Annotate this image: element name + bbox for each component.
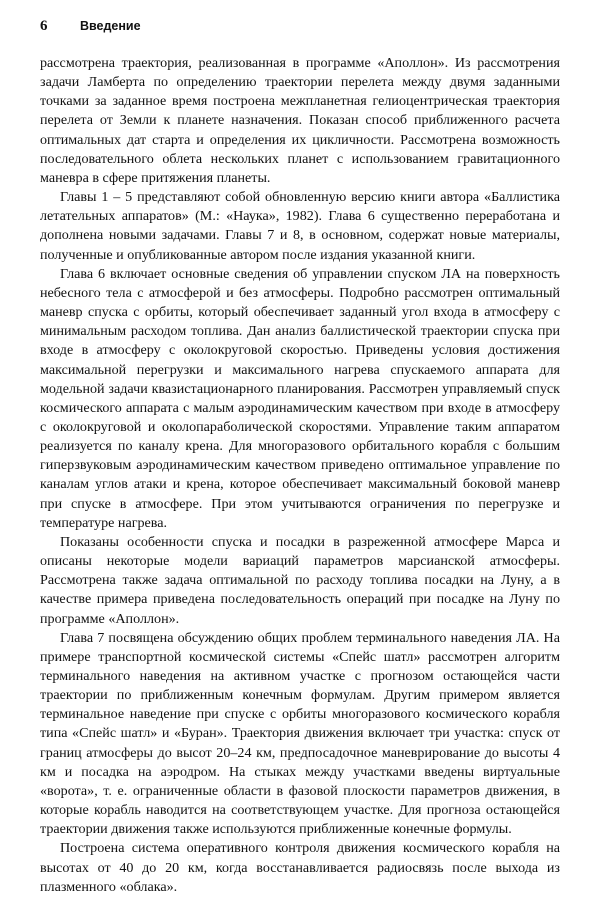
paragraph-chapter-7: Глава 7 посвящена обсуждению общих проблем терминального наведения ЛА. На примере транспортной космической системы «Спейс шатл» рассмотрен алгоритм терминального наведения на активном участке с прогнозом остающейся части траектории по приближенным конечным формулам. Другим примером является терминальное наведение при спуске с орбиты многоразового космического корабля типа «Спейс шатл» и «Буран». Траектория движения включает три участка: спуск от границ атмосферы до высот 20–24 км, предпосадочное маневрирование до высоты 4 км и посадка на аэродром. На стыках между участками введены виртуальные «ворота», т. е. ограниченные области в фазовой плоскости параметров движения, в которые корабль наводится на соответствующем участке. Для прогноза остающейся траектории движения также используются приближенные конечные формулы. xyxy=(40,629,560,838)
page-number: 6 xyxy=(40,18,48,34)
paragraph-chapter-6: Глава 6 включает основные сведения об управлении спуском ЛА на поверхность небесного тела с атмосферой и без атмосферы. Подробно рассмотрен оптимальный маневр спуска с орбиты, который обеспечивает заданный угол входа в атмосферу с минимальным расходом топлива. Дан анализ баллистической траектории спуска при входе в атмосферу с околокруговой скоростью. Приведены условия достижения максимальной перегрузки и максимального нагрева спускаемого аппарата для модельной задачи квазистационарного планирования. Рассмотрен управляемый спуск космического аппарата с малым аэродинамическим качеством при входе в атмосферу с околокруговой и околопараболической скоростями. Управление таким аппаратом реализуется по каналу крена. Для многоразового орбитального корабля с большим гиперзвуковым аэродинамическим качеством приведено оптимальное управление по каналам углов атаки и крена, которое обеспечивает максимальный боковой маневр при спуске в атмосфере. При этом учитываются ограничения по перегрузке и температуре нагрева. xyxy=(40,265,560,531)
running-title: Введение xyxy=(80,19,141,33)
paragraph-chapters-1-5: Главы 1 – 5 представляют собой обновленную версию книги автора «Баллистика летательных аппаратов» (М.: «Наука», 1982). Глава 6 существенно переработана и дополнена новыми задачами. Главы 7 и 8, в основном, содержат новые материалы, полученные и опубликованные автором после издания указанной книги. xyxy=(40,189,560,263)
book-page xyxy=(40,18,560,897)
paragraph-control-system: Построена система оперативного контроля движения космического корабля на высотах от 40 до 20 км, когда восстанавливается радиосвязь после выхода из плазменного «облака». xyxy=(40,840,560,895)
paragraph-continuation: рассмотрена траектория, реализованная в программе «Аполлон». Из рассмотрения задачи Ламберта по определению траектории перелета между двумя заданными точками за заданное время построена межпланетная гелиоцентрическая траектория перелета от Земли к планете назначения. Показан способ приближенного расчета оптимальных дат старта и определения их цикличности. Рассмотрена возможность последовательного облета нескольких планет с использованием гравитационного маневра в сфере притяжения планеты. xyxy=(40,55,560,186)
page-header xyxy=(40,18,560,40)
body-text xyxy=(40,54,560,897)
paragraph-mars-moon-landing: Показаны особенности спуска и посадки в разреженной атмосфере Марса и описаны некоторые модели вариаций параметров марсианской атмосферы. Рассмотрена также задача оптимальной по расходу топлива посадки на Луну, а в качестве примера приведена последовательность операций при посадке на Луну по программе «Аполлон». xyxy=(40,533,560,627)
